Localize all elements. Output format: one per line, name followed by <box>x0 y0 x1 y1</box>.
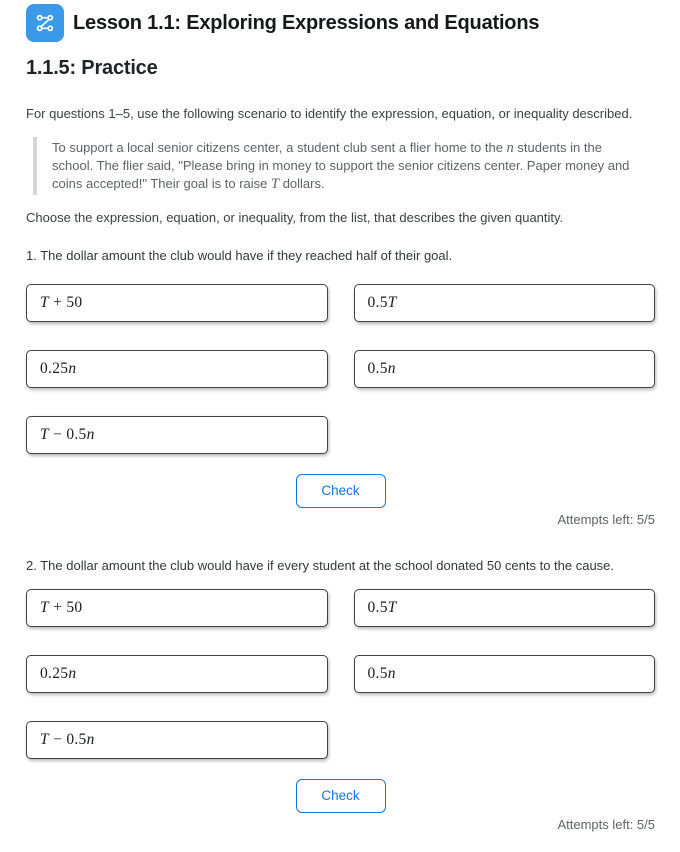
question-1-prompt: 1. The dollar amount the club would have if they reached half of their goal. <box>26 247 453 263</box>
answer-option[interactable] <box>26 416 328 454</box>
check-button[interactable]: Check <box>296 779 386 813</box>
answer-option[interactable] <box>354 350 656 388</box>
intro-text: For questions 1–5, use the following scenario to identify the expression, equation, or inequality described. <box>26 106 633 121</box>
option-expression: 0.5n <box>367 664 396 682</box>
option-expression: T − 0.5n <box>40 425 95 443</box>
option-expression: 0.25n <box>40 664 77 682</box>
attempts-left: Attempts left: 5/5 <box>557 816 655 832</box>
check-button[interactable]: Check <box>296 474 386 508</box>
answer-option[interactable] <box>26 589 328 627</box>
question-block-2 <box>26 558 655 832</box>
answer-option[interactable] <box>354 284 656 322</box>
answer-option[interactable] <box>354 655 656 693</box>
lesson-header <box>26 4 655 42</box>
answer-option[interactable] <box>354 589 656 627</box>
scenario-text-2: students in the school. The flier said, "Please bring in money to support the senior citizens center. Paper money and coins accepted!" Their goal is to raise <box>52 139 630 191</box>
option-expression: T − 0.5n <box>40 730 95 748</box>
option-expression: 0.25n <box>40 359 77 377</box>
route-icon <box>26 4 64 42</box>
option-expression: T + 50 <box>40 293 83 311</box>
option-expression: T + 50 <box>40 598 83 616</box>
question-1-options <box>26 284 655 454</box>
option-expression: 0.5T <box>367 293 397 311</box>
lesson-title: Lesson 1.1: Exploring Expressions and Equations <box>73 11 540 34</box>
scenario-var-t: T <box>271 175 280 192</box>
option-expression: 0.5T <box>367 598 397 616</box>
scenario-quote <box>33 137 655 195</box>
answer-option[interactable] <box>26 721 328 759</box>
answer-option[interactable] <box>26 284 328 322</box>
answer-option[interactable] <box>26 655 328 693</box>
practice-subtitle: 1.1.5: Practice <box>26 57 158 79</box>
question-2-options <box>26 589 655 759</box>
option-expression: 0.5n <box>367 359 396 377</box>
scenario-var-n: n <box>506 139 514 156</box>
instruction-text: Choose the expression, equation, or inequality, from the list, that describes the given quantity. <box>26 209 564 225</box>
question-block-1 <box>26 248 655 527</box>
attempts-left: Attempts left: 5/5 <box>557 511 655 527</box>
scenario-text-3: dollars. <box>279 175 325 191</box>
check-row <box>26 474 655 508</box>
scenario-text-1: To support a local senior citizens center, a student club sent a flier home to the <box>52 139 507 155</box>
question-2-prompt: 2. The dollar amount the club would have if every student at the school donated 50 cents to the cause. <box>26 557 615 573</box>
check-row <box>26 779 655 813</box>
answer-option[interactable] <box>26 350 328 388</box>
